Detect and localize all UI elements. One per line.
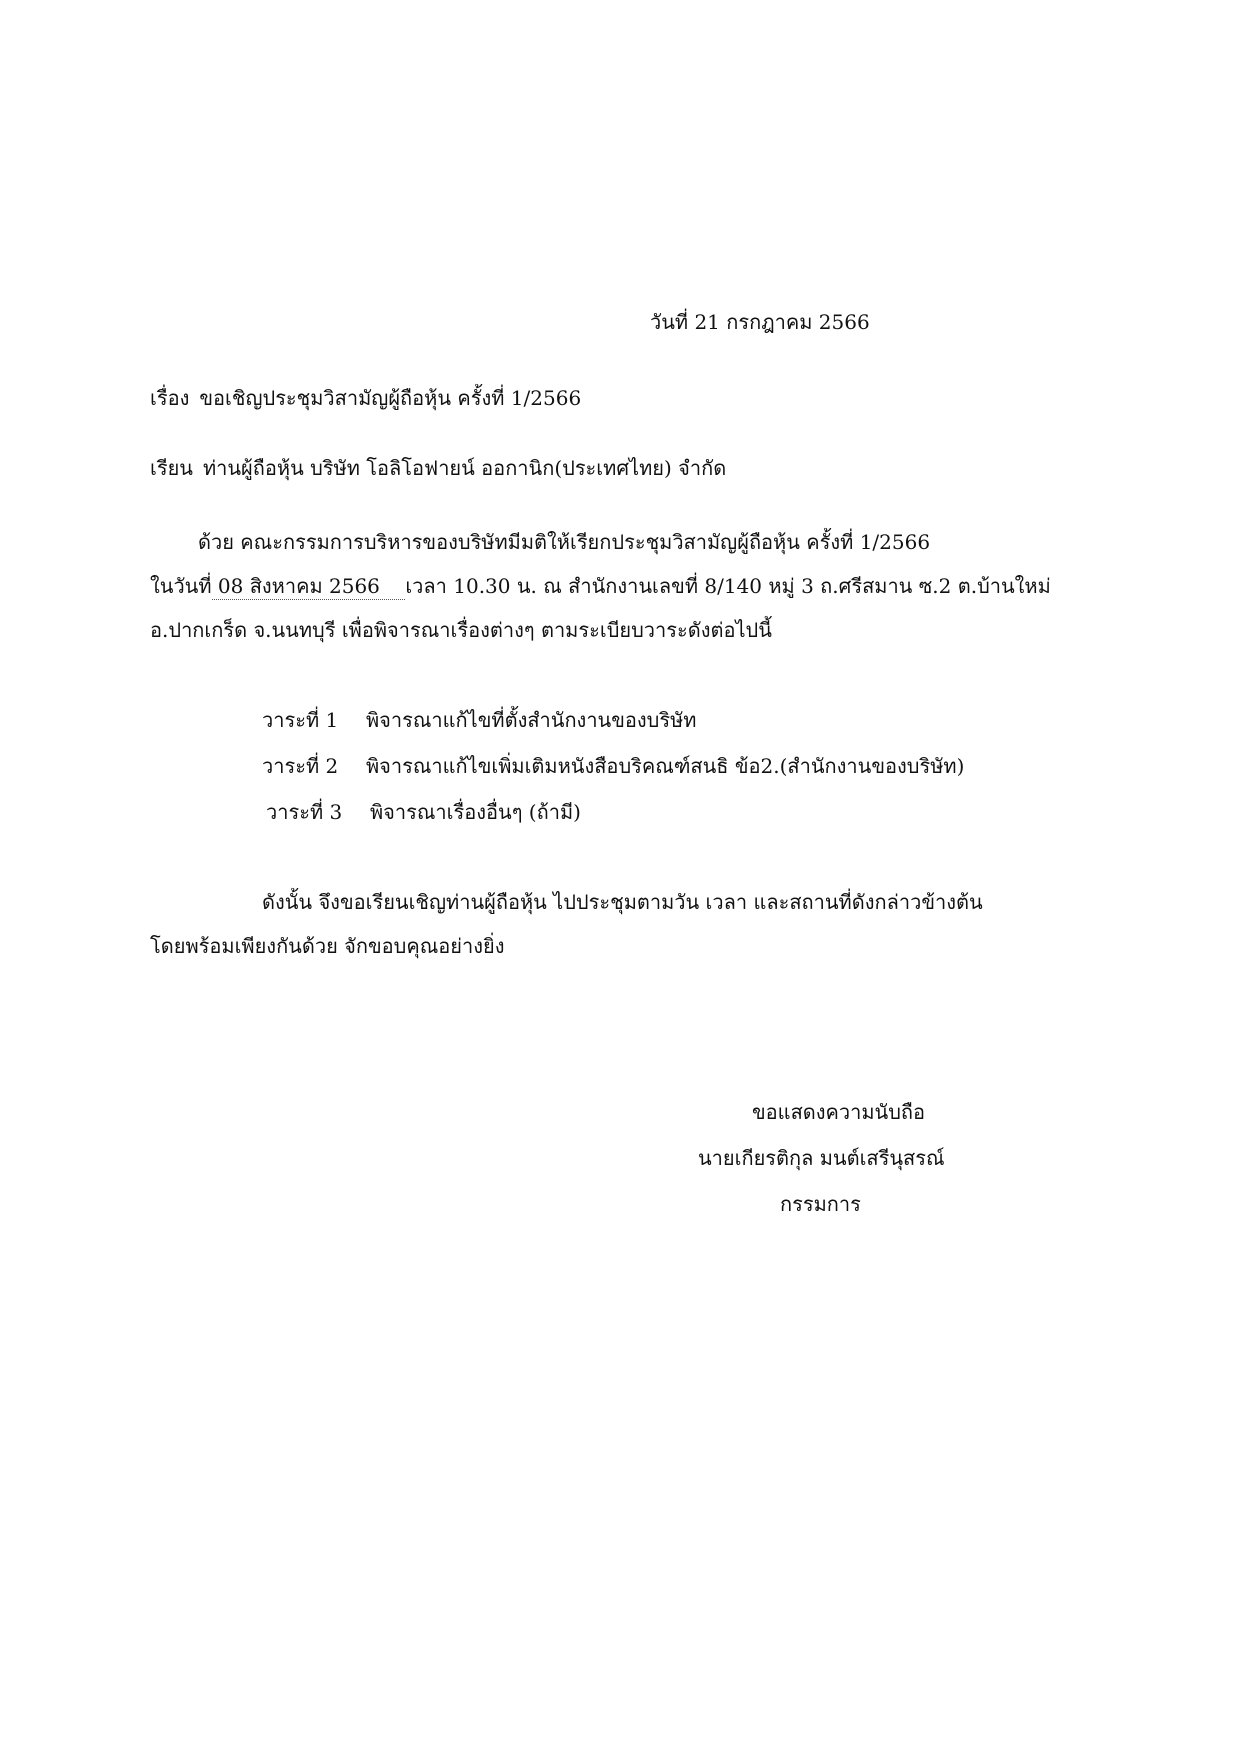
signature-salutation: ขอแสดงความนับถือ [752,1100,926,1124]
meeting-date-prefix: ในวันที่ [150,574,212,598]
body-paragraph-line-3: อ.ปากเกร็ด จ.นนทบุรี เพื่อพิจารณาเรื่องต่างๆ ตามระเบียบวาระดังต่อไปนี้ [150,618,772,642]
agenda-item [266,798,581,826]
signature-name: นายเกียรติกุล มนต์เสรีนุสรณ์ [698,1146,945,1170]
meeting-time-location: เวลา 10.30 น. ณ สำนักงานเลขที่ 8/140 หมู่ 3 ถ.ศรีสมาน ซ.2 ต.บ้านใหม่ [405,574,1051,598]
recipient-label: เรียน [150,456,193,480]
agenda-item [262,752,964,780]
agenda-text: พิจารณาเรื่องอื่นๆ (ถ้ามี) [370,800,581,824]
agenda-number: วาระที่ 3 [266,800,343,824]
body-paragraph-line-2 [150,572,1051,600]
subject-label: เรื่อง [150,386,190,410]
agenda-text: พิจารณาแก้ไขที่ตั้งสำนักงานของบริษัท [366,708,697,732]
recipient-line [150,454,726,482]
agenda-text: พิจารณาแก้ไขเพิ่มเติมหนังสือบริคณฑ์สนธิ ข้อ2.(สำนักงานของบริษัท) [366,754,965,778]
subject-line [150,384,581,412]
agenda-item [262,706,696,734]
closing-line-2: โดยพร้อมเพียงกันด้วย จักขอบคุณอย่างยิ่ง [150,934,505,958]
signature-title: กรรมการ [780,1192,861,1216]
closing-line-1: ดังนั้น จึงขอเรียนเชิญท่านผู้ถือหุ้น ไปประชุมตามวัน เวลา และสถานที่ดังกล่าวข้างต้น [262,890,983,914]
body-paragraph-line-1: ด้วย คณะกรรมการบริหารของบริษัทมีมติให้เรียกประชุมวิสามัญผู้ถือหุ้น ครั้งที่ 1/2566 [198,530,931,554]
agenda-number: วาระที่ 2 [262,754,339,778]
recipient-text: ท่านผู้ถือหุ้น บริษัท โอลิโอฟายน์ ออกานิก(ประเทศไทย) จำกัด [202,456,727,480]
subject-text: ขอเชิญประชุมวิสามัญผู้ถือหุ้น ครั้งที่ 1/2566 [199,386,582,410]
agenda-number: วาระที่ 1 [262,708,339,732]
letter-date: วันที่ 21 กรกฎาคม 2566 [650,310,870,334]
meeting-date: 08 สิงหาคม 2566 [211,574,406,598]
